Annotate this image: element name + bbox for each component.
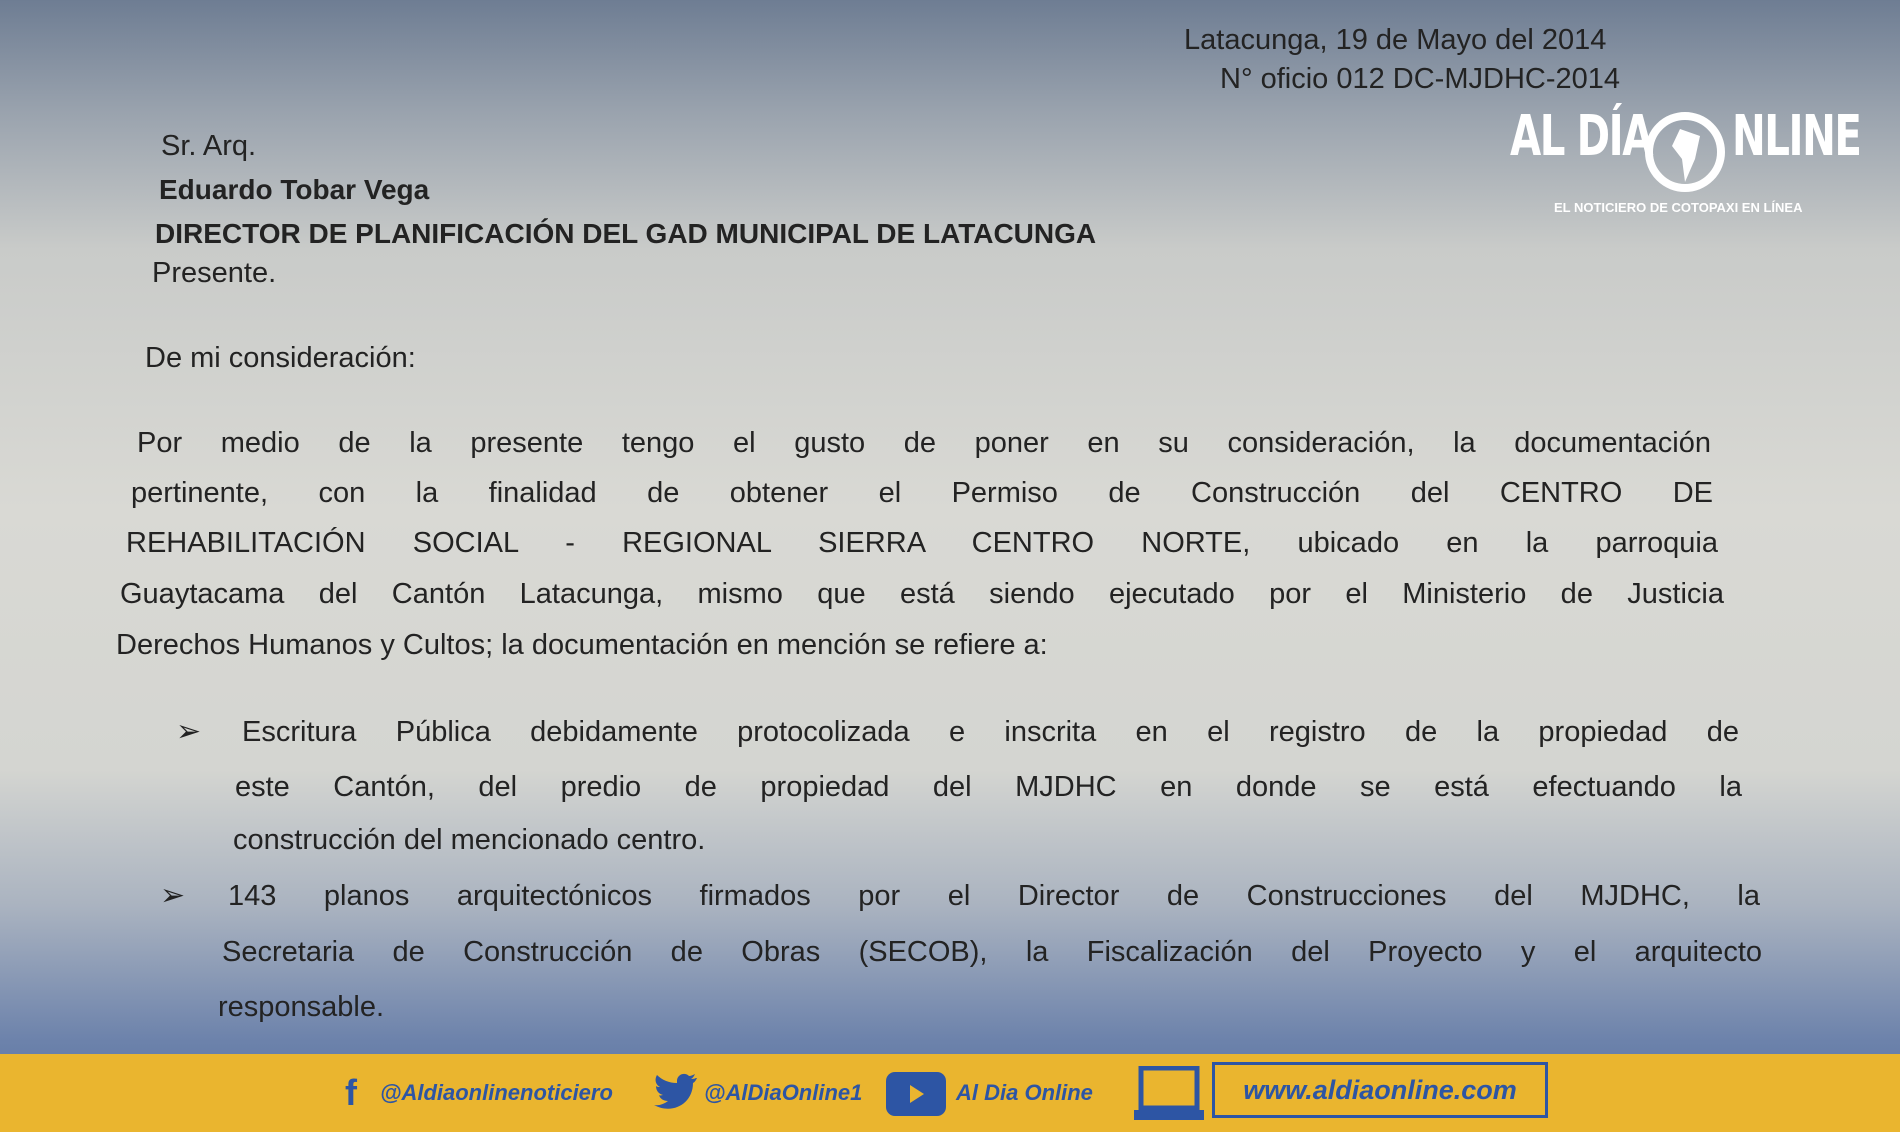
laptop-icon [1132,1066,1206,1122]
youtube-icon[interactable] [886,1072,946,1116]
twitter-icon[interactable] [652,1072,698,1114]
recipient-position: DIRECTOR DE PLANIFICACIÓN DEL GAD MUNICIPAL DE LATACUNGA [155,218,1097,249]
facebook-icon[interactable]: f [345,1072,357,1113]
paragraph-line: pertinente, con la finalidad de obtener el Permiso de Construcción del CENTRO DE [131,477,1713,509]
recipient-name: Eduardo Tobar Vega [159,174,430,205]
website-url[interactable]: www.aldiaonline.com [1243,1075,1517,1105]
logo-tagline: EL NOTICIERO DE COTOPAXI EN LÍNEA [1554,200,1803,215]
bullet-line: Secretaria de Construcción de Obras (SECOB), la Fiscalización del Proyecto y el arquitecto [222,936,1762,968]
aldiaonline-logo [1510,104,1861,215]
paragraph-line: REHABILITACIÓN SOCIAL - REGIONAL SIERRA CENTRO NORTE, ubicado en la parroquia [126,527,1718,559]
globe-icon [1640,104,1730,194]
website-link[interactable] [1212,1062,1548,1118]
paragraph-line: Por medio de la presente tengo el gusto de poner en su consideración, la documentación [137,427,1711,459]
bullet-line: Escritura Pública debidamente protocolizada e inscrita en el registro de la propiedad de [242,716,1739,748]
paragraph-line: Guaytacama del Cantón Latacunga, mismo que está siendo ejecutado por el Ministerio de Justicia [120,578,1724,610]
bullet-arrow-icon: ➢ [176,715,202,748]
youtube-channel[interactable]: Al Dia Online [956,1080,1093,1105]
bullet-line: 143 planos arquitectónicos firmados por el Director de Construcciones del MJDHC, la [228,880,1760,912]
bullet-line: construcción del mencionado centro. [233,824,706,856]
bullet-arrow-icon: ➢ [160,879,186,912]
facebook-handle[interactable]: @Aldiaonlinenoticiero [380,1080,613,1105]
twitter-handle[interactable]: @AlDiaOnline1 [704,1080,863,1105]
letter-date: Latacunga, 19 de Mayo del 2014 [1184,24,1607,56]
logo-text-1: AL DÍA [1510,104,1652,169]
bullet-line: este Cantón, del predio de propiedad del MJDHC en donde se está efectuando la [235,771,1742,803]
paragraph-line: Derechos Humanos y Cultos; la documentación en mención se refiere a: [116,629,1048,661]
social-footer [0,1054,1900,1132]
recipient-title: Sr. Arq. [161,130,257,162]
letter-reference: N° oficio 012 DC-MJDHC-2014 [1220,63,1620,95]
greeting: De mi consideración: [145,342,416,374]
recipient-presente: Presente. [152,257,277,289]
logo-text-2: NLINE [1732,104,1861,169]
bullet-line: responsable. [218,991,385,1023]
